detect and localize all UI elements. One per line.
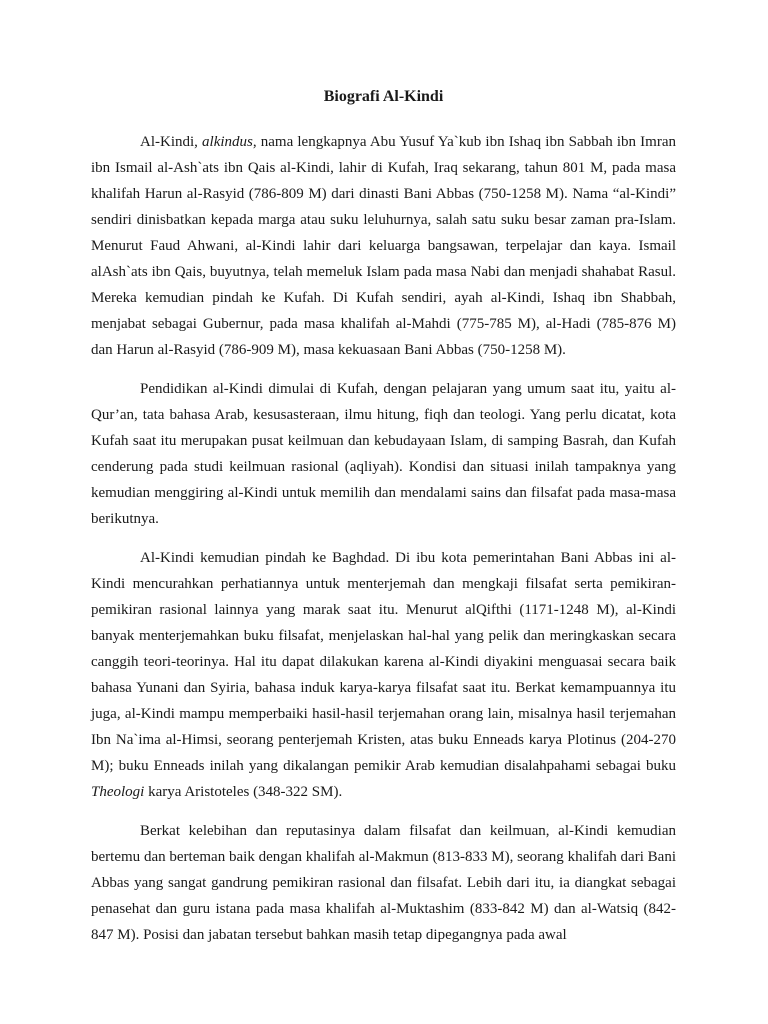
paragraph-1-run-1: Al-Kindi, bbox=[140, 134, 203, 150]
paragraph-1 bbox=[91, 129, 676, 363]
paragraph-4-run-1: Berkat kelebihan dan reputasinya dalam filsafat dan keilmuan, al-Kindi kemudian bertemu dan berteman baik dengan khalifah al-Makmun (813-833 M), seorang khalifah dari Bani Abbas yang sangat gandrung pemikiran rasional dan filsafat. Lebih dari itu, ia diangkat sebagai penasehat dan guru istana pada masa khalifah al-Muktashim (833-842 M) dan al-Watsiq (842-847 M). Posisi dan jabatan tersebut bahkan masih tetap dipegangnya pada awal bbox=[91, 823, 676, 943]
paragraph-3-run-3: karya Aristoteles (348-322 SM). bbox=[144, 784, 343, 800]
paragraph-3 bbox=[91, 545, 676, 805]
paragraph-3-italic-theologi: Theologi bbox=[91, 784, 145, 800]
paragraph-1-run-3: , nama lengkapnya Abu Yusuf Ya`kub ibn Ishaq ibn Sabbah ibn Imran ibn Ismail al-Ash`ats ibn Qais al-Kindi, lahir di Kufah, Iraq sekarang, tahun 801 M, pada masa khalifah Harun al-Rasyid (786-809 M) dari dinasti Bani Abbas (750-1258 M). Nama “al-Kindi” sendiri dinisbatkan kepada marga atau suku leluhurnya, salah satu suku besar zaman pra-Islam. Menurut Faud Ahwani, al-Kindi lahir dari keluarga bangsawan, terpelajar dan kaya. Ismail alAsh`ats ibn Qais, buyutnya, telah memeluk Islam pada masa Nabi dan menjadi shahabat Rasul. Mereka kemudian pindah ke Kufah. Di Kufah sendiri, ayah al-Kindi, Ishaq ibn Shabbah, menjabat sebagai Gubernur, pada masa khalifah al-Mahdi (775-785 M), al-Hadi (785-876 M) dan Harun al-Rasyid (786-909 M), masa kekuasaan Bani Abbas (750-1258 M). bbox=[91, 134, 676, 358]
document-page bbox=[91, 84, 676, 961]
paragraph-3-run-1: Al-Kindi kemudian pindah ke Baghdad. Di ibu kota pemerintahan Bani Abbas ini al-Kindi mencurahkan perhatiannya untuk menterjemah dan mengkaji filsafat serta pemikiran-pemikiran rasional lainnya yang marak saat itu. Menurut alQifthi (1171-1248 M), al-Kindi banyak menterjemahkan buku filsafat, menjelaskan hal-hal yang pelik dan meringkaskan secara canggih teori-teorinya. Hal itu dapat dilakukan karena al-Kindi diyakini menguasai secara baik bahasa Yunani dan Syiria, bahasa induk karya-karya filsafat saat itu. Berkat kemampuannya itu juga, al-Kindi mampu memperbaiki hasil-hasil terjemahan orang lain, misalnya hasil terjemahan Ibn Na`ima al-Himsi, seorang penterjemah Kristen, atas buku Enneads karya Plotinus (204-270 M); buku Enneads inilah yang dikalangan pemikir Arab kemudian disalahpahami sebagai buku bbox=[91, 550, 676, 774]
paragraph-2-run-1: Pendidikan al-Kindi dimulai di Kufah, dengan pelajaran yang umum saat itu, yaitu al-Qur’an, tata bahasa Arab, kesusasteraan, ilmu hitung, fiqh dan teologi. Yang perlu dicatat, kota Kufah saat itu merupakan pusat keilmuan dan kebudayaan Islam, di samping Basrah, dan Kufah cenderung pada studi keilmuan rasional (aqliyah). Kondisi dan situasi inilah tampaknya yang kemudian menggiring al-Kindi untuk memilih dan mendalami sains dan filsafat pada masa-masa berikutnya. bbox=[91, 381, 676, 527]
document-title: Biografi Al-Kindi bbox=[323, 88, 444, 105]
paragraph-1-italic-alkindus: alkindus bbox=[202, 134, 253, 150]
paragraph-4 bbox=[91, 818, 676, 948]
paragraph-2 bbox=[91, 376, 676, 532]
